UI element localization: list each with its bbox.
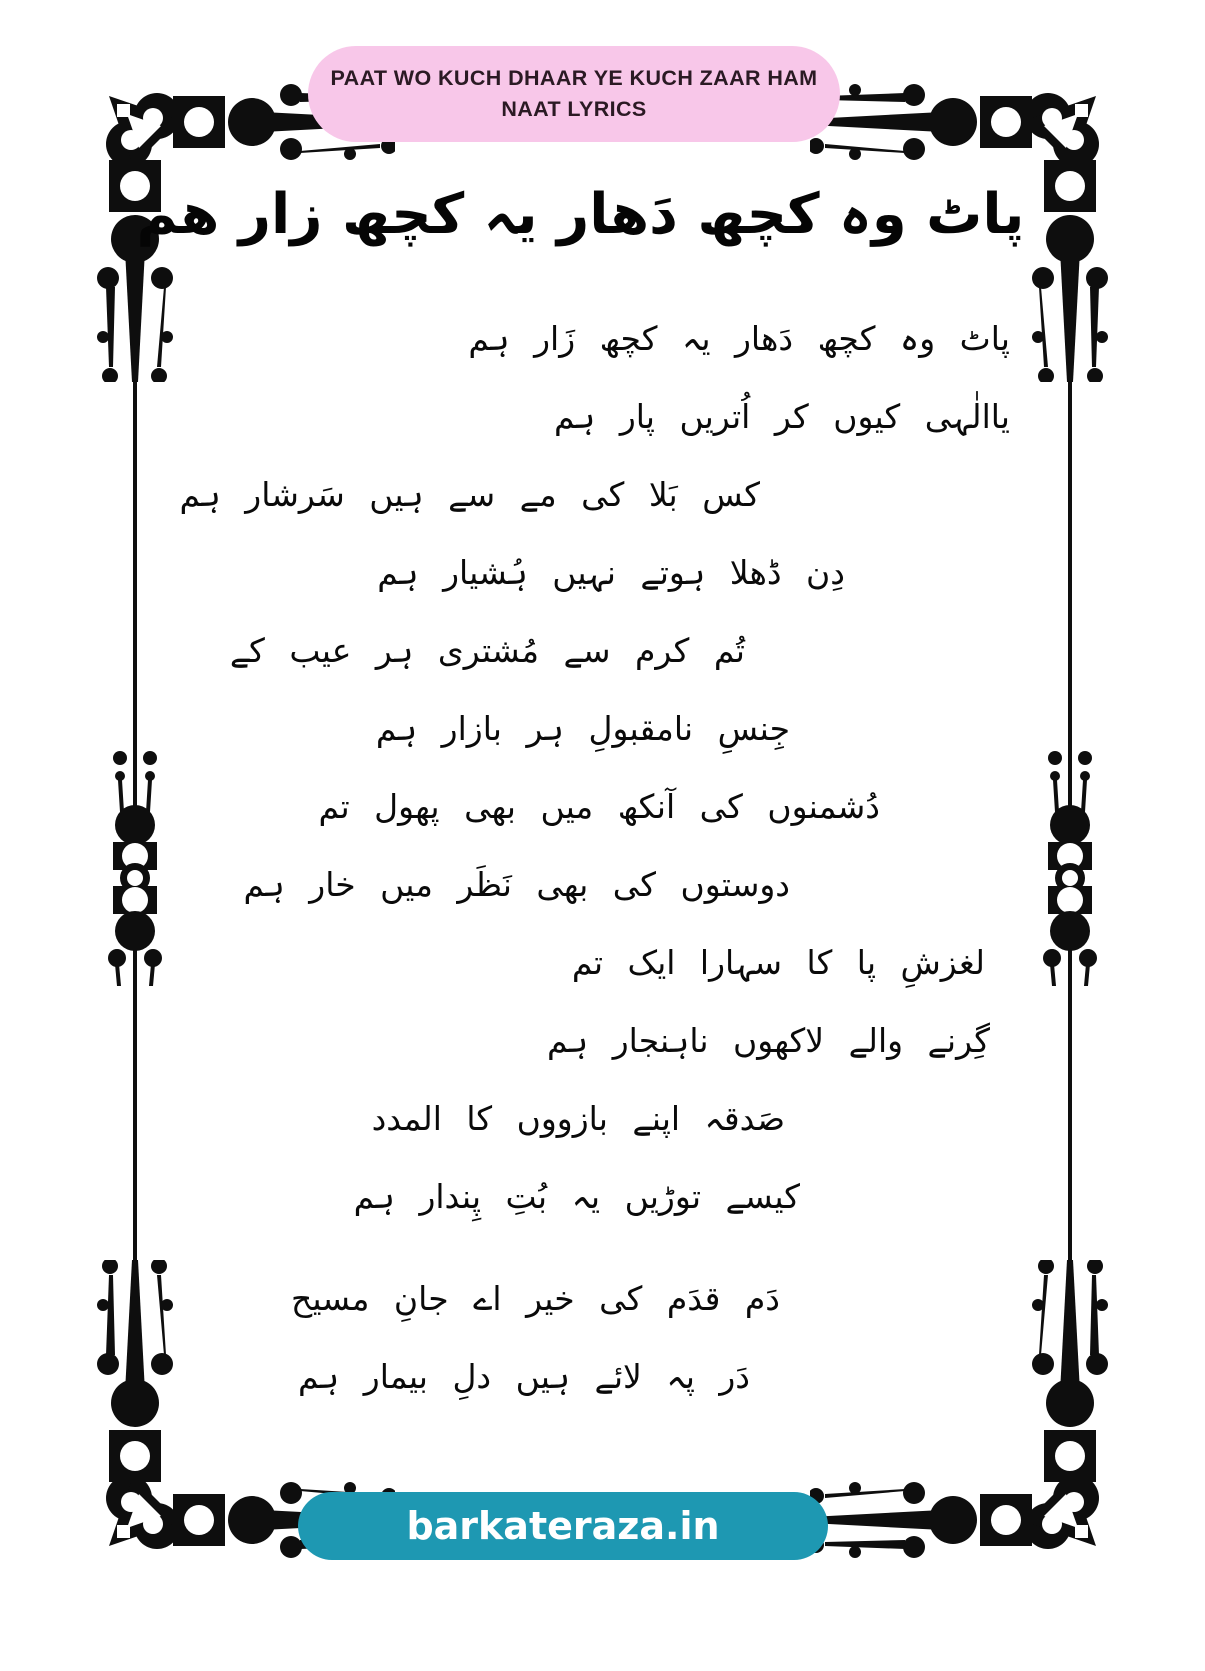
poem-line: لغزشِ پا کا سہارا ایک تم [571,943,985,982]
poem-line: تُم کرم سے مُشتری ہر عیب کے [229,631,745,670]
title-badge [308,46,840,142]
page-title: پاٹ وہ کچھ دَھار یہ کچھ زار ھم [136,182,1025,247]
poem-line: گِرنے والے لاکھوں ناہنجار ہم [546,1021,990,1060]
poem-line: دَم قدَم کی خیر اے جانِ مسیح [291,1279,780,1318]
poem-line: دِن ڈھلا ہوتے نہیں ہُشیار ہم [377,553,845,592]
poem [125,300,1080,1416]
poem-line: یاالٰہی کیوں کر اُتریں پار ہم [554,397,1010,436]
poem-line: دَر پہ لائے ہیں دلِ بیمار ہم [297,1357,750,1396]
poem-line: کس بَلا کی مے سے ہیں سَرشار ہم [179,475,760,514]
footer-badge[interactable] [298,1492,828,1560]
poem-line: پاٹ وہ کچھ دَھار یہ کچھ زَار ہم [468,319,1010,358]
poem-line: جِنسِ نامقبولِ ہر بازار ہم [375,709,790,748]
title-badge-line1: PAAT WO KUCH DHAAR YE KUCH ZAAR HAM [330,66,818,91]
poem-line: صَدقہ اپنے بازووں کا المدد [371,1099,785,1138]
title-badge-line2: NAAT LYRICS [501,97,647,121]
poem-line: دوستوں کی بھی نَظَر میں خار ہم [243,865,790,904]
poem-line: کیسے توڑیں یہ بُتِ پِندار ہم [353,1177,800,1216]
poem-line: دُشمنوں کی آنکھ میں بھی پھول تم [318,787,880,826]
footer-site-link[interactable]: barkateraza.in [406,1504,720,1548]
